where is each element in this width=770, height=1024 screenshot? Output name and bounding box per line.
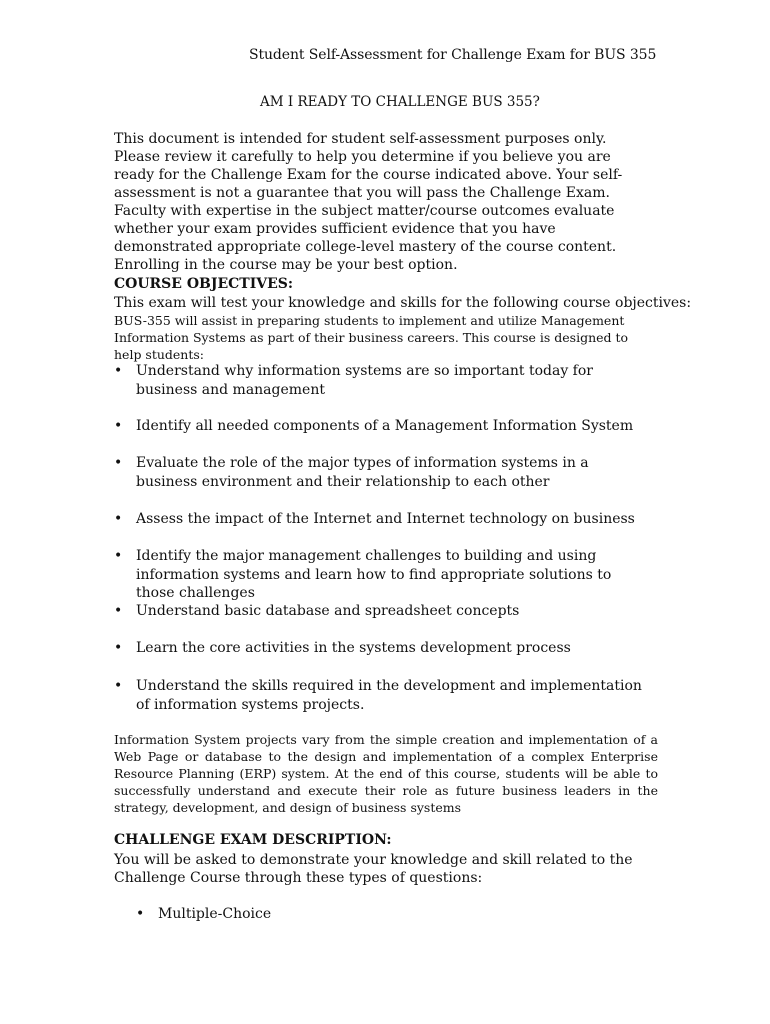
challenge-exam-heading: CHALLENGE EXAM DESCRIPTION: <box>114 832 392 848</box>
bullet-icon: • <box>114 678 123 694</box>
objective-text: Understand why information systems are so important today for business and management <box>136 363 593 398</box>
challenge-exam-text: You will be asked to demonstrate your knowledge and skill related to the Challenge Course through these types of questions: <box>114 852 633 886</box>
bullet-icon: • <box>114 640 123 656</box>
objective-text: Understand basic database and spreadsheet concepts <box>136 603 520 619</box>
course-objectives-heading: COURSE OBJECTIVES: <box>114 276 294 292</box>
document-title: AM I READY TO CHALLENGE BUS 355? <box>260 94 540 110</box>
bullet-icon: • <box>114 455 123 471</box>
intro-paragraph: This document is intended for student self-assessment purposes only. Please review it carefully to help you determine if you believe you are ready for the Challenge Exam for the course indicated above. Your self-assessment is not a guarantee that you will pass the Challenge Exam. Faculty with expertise in the subject matter/course outcomes evaluate whether your exam provides sufficient evidence that you have demonstrated appropriate college-level mastery of the course content. Enrolling in the course may be your best option. <box>114 131 623 273</box>
bullet-icon: • <box>114 603 123 619</box>
bullet-icon: • <box>136 906 145 922</box>
objective-text: Identify the major management challenges to building and using information systems and learn how to find appropriate solutions to those challenges <box>136 548 612 601</box>
question-type-item <box>136 906 271 922</box>
bullet-icon: • <box>114 418 123 434</box>
objective-text: Understand the skills required in the development and implementation of information systems projects. <box>136 678 642 713</box>
objective-text: Learn the core activities in the systems development process <box>136 640 571 656</box>
question-type-text: Multiple-Choice <box>158 906 272 922</box>
objective-text: Evaluate the role of the major types of information systems in a business environment and their relationship to each other <box>136 455 589 490</box>
document-header: Student Self-Assessment for Challenge Exam for BUS 355 <box>249 47 657 63</box>
bullet-icon: • <box>114 548 123 564</box>
course-description: BUS-355 will assist in preparing students to implement and utilize Management Information Systems as part of their business careers. This course is designed to help students: <box>114 313 629 362</box>
bullet-icon: • <box>114 511 123 527</box>
objective-text: Identify all needed components of a Management Information System <box>136 418 634 434</box>
course-objectives-lead: This exam will test your knowledge and skills for the following course objectives: <box>114 295 692 311</box>
objective-text: Assess the impact of the Internet and Internet technology on business <box>136 511 635 527</box>
projects-note: Information System projects vary from the simple creation and implementation of a Web Page or database to the design and implementation of a complex Enterprise Resource Planning (ERP) system. At the end of this course, students will be able to successfully understand and execute their role as future business leaders in the strategy, development, and design of business systems <box>114 732 658 815</box>
bullet-icon: • <box>114 363 123 379</box>
